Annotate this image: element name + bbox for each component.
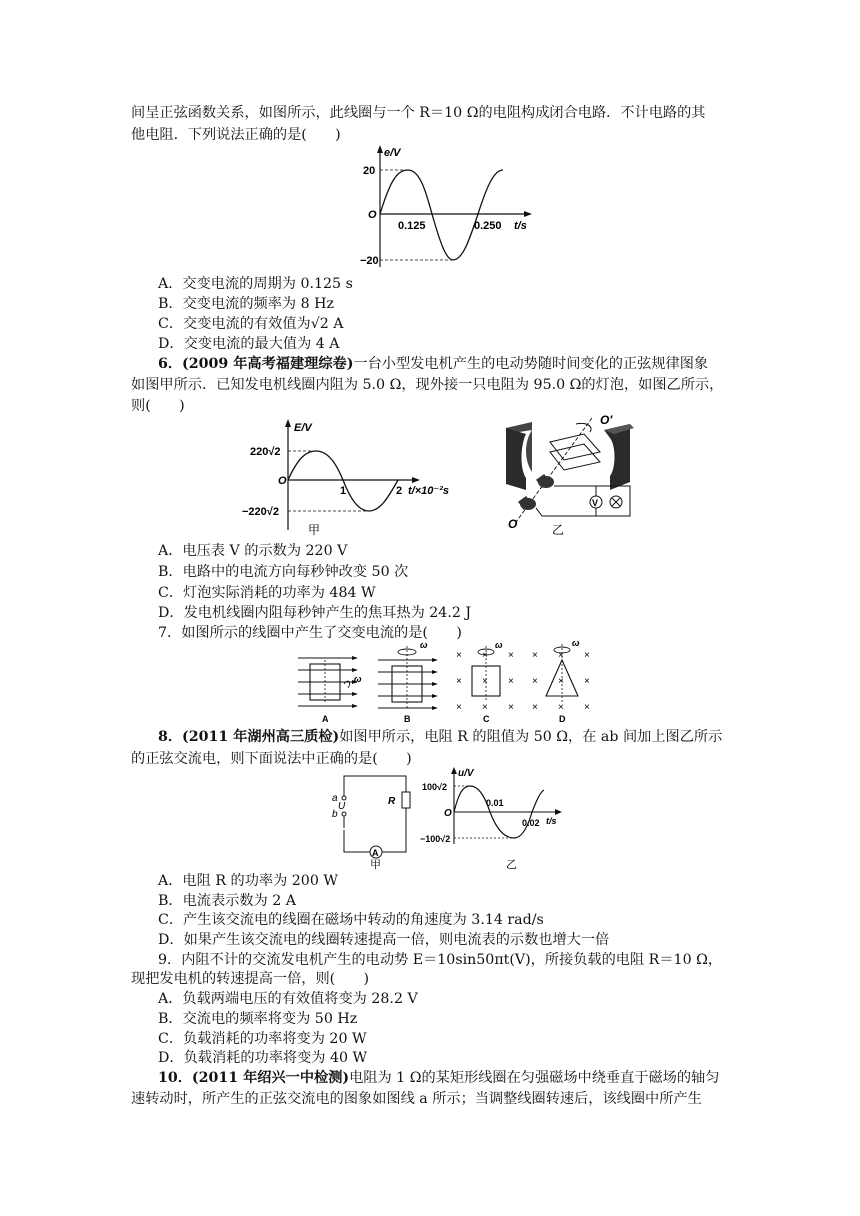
q5-ytick-pos: 20 xyxy=(363,165,376,177)
q8-option-c: C．产生该交流电的线圈在磁场中转动的角速度为 3.14 rad/s xyxy=(158,912,544,928)
q8-caption-jia: 甲 xyxy=(370,859,381,870)
q5-option-c: C．交变电流的有效值为√2 A xyxy=(158,316,344,332)
q6-line3: 则( ) xyxy=(131,398,185,414)
q7-label-d: D xyxy=(559,714,566,724)
q7-fig-c xyxy=(456,640,514,724)
q6-caption-jia: 甲 xyxy=(308,523,321,537)
svg-text:×: × xyxy=(508,650,514,661)
q8-source-u: U xyxy=(338,801,346,812)
svg-text:×: × xyxy=(532,650,538,661)
q5-xlabel: t/s xyxy=(514,220,527,232)
q8-xtick-2: 0.02 xyxy=(522,818,540,828)
q5-xtick-2: 0.250 xyxy=(474,220,502,232)
q6-fig-jia-graph xyxy=(238,418,478,538)
q8-option-d: D．如果产生该交流电的线圈转速提高一倍，则电流表的示数也增大一倍 xyxy=(158,932,610,948)
q5-line1: 间呈正弦函数关系，如图所示，此线圈与一个 R＝10 Ω的电阻构成闭合电路．不计电路的其 xyxy=(131,105,706,121)
q8-origin: O xyxy=(444,808,452,819)
q6-line2: 如图甲所示．已知发电机线圈内阻为 5.0 Ω，现外接一只电阻为 95.0 Ω的灯泡，如图乙所示， xyxy=(131,377,724,393)
svg-text:×: × xyxy=(456,676,462,687)
q6-line1-rest: 一台小型发电机产生的电动势随时间变化的正弦规律图象 xyxy=(353,356,709,372)
q8-terminal-b: b xyxy=(332,809,338,820)
q5-sine-graph xyxy=(360,142,540,272)
svg-text:×: × xyxy=(584,702,590,713)
svg-text:×: × xyxy=(558,702,564,713)
q5-option-d: D．交变电流的最大值为 4 A xyxy=(158,336,340,352)
q8-option-b: B．电流表示数为 2 A xyxy=(158,893,297,909)
q7-fig-a xyxy=(298,656,362,724)
q5-ytick-neg: −20 xyxy=(360,255,379,267)
q6-xtick-2: 2 xyxy=(396,485,403,497)
q5-origin: O xyxy=(368,209,377,221)
q6-xtick-1: 1 xyxy=(340,485,347,497)
q8-resistor-r: R xyxy=(388,796,396,807)
q8-graph-yi xyxy=(420,766,580,872)
svg-text:×: × xyxy=(456,702,462,713)
q5-line2: 他电阻．下列说法正确的是( ) xyxy=(131,127,341,143)
q7-fig-b xyxy=(378,640,438,724)
q9-line1: 9．内阻不计的交流发电机产生的电动势 E＝10sin50πt(V)，所接负载的电阻 R＝10 Ω， xyxy=(158,952,723,968)
q9-option-c: C．负载消耗的功率将变为 20 W xyxy=(158,1031,367,1047)
q6-ytick-pos: 220√2 xyxy=(250,446,281,458)
q7-label-a: A xyxy=(322,714,329,724)
q6-axis-bottom-label: O xyxy=(508,517,518,531)
q7-omega-d: ω xyxy=(572,640,580,648)
q8-ylabel: u/V xyxy=(458,768,474,779)
svg-text:×: × xyxy=(584,676,590,687)
q6-option-a: A．电压表 V 的示数为 220 V xyxy=(158,543,348,559)
q8-circuit-jia xyxy=(326,770,426,870)
q7-label-b: B xyxy=(404,714,411,724)
q5-option-a: A．交变电流的周期为 0.125 s xyxy=(158,276,353,292)
q8-xlabel: t/s xyxy=(546,816,557,826)
q5-xtick-1: 0.125 xyxy=(398,220,426,232)
q8-ammeter-label: A xyxy=(372,848,379,858)
q9-line2: 现把发电机的转速提高一倍，则( ) xyxy=(131,971,370,987)
q6-option-b: B．电路中的电流方向每秒钟改变 50 次 xyxy=(158,564,409,580)
q6-xlabel: t/×10⁻²s xyxy=(408,485,449,497)
q8-caption-yi: 乙 xyxy=(506,859,517,871)
svg-text:×: × xyxy=(508,676,514,687)
q7-fig-d xyxy=(532,640,590,724)
q7-label-c: C xyxy=(483,714,490,724)
q8-xtick-1: 0.01 xyxy=(486,798,504,808)
q6-caption-yi: 乙 xyxy=(552,523,565,537)
q8-ytick-pos: 100√2 xyxy=(422,782,447,792)
q10-line2: 速转动时，所产生的正弦交流电的图象如图线 a 所示；当调整线圈转速后，该线圈中所产生 xyxy=(131,1091,702,1107)
q7-coil-figures xyxy=(292,640,602,724)
q6-option-c: C．灯泡实际消耗的功率为 484 W xyxy=(158,585,376,601)
q9-option-d: D．负载消耗的功率将变为 40 W xyxy=(158,1050,368,1066)
q10-line1-rest: 电阻为 1 Ω的某矩形线圈在匀强磁场中绕垂直于磁场的轴匀 xyxy=(349,1070,720,1086)
q6-ytick-neg: −220√2 xyxy=(242,506,279,518)
q10-line1 xyxy=(158,1069,719,1088)
q8-ytick-neg: −100√2 xyxy=(420,834,451,844)
svg-text:×: × xyxy=(532,676,538,687)
q8-option-a: A．电阻 R 的功率为 200 W xyxy=(158,873,338,889)
q8-source: 8．(2011 年湖州高三质检) xyxy=(158,729,340,745)
q5-ylabel: e/V xyxy=(384,147,401,159)
q7-omega-a: ω xyxy=(354,674,362,684)
q9-option-a: A．负载两端电压的有效值将变为 28.2 V xyxy=(158,991,418,1007)
q5-option-b: B．交变电流的频率为 8 Hz xyxy=(158,296,335,312)
svg-text:×: × xyxy=(558,676,564,687)
q6-origin: O xyxy=(278,475,287,487)
q8-line2: 的正弦交流电，则下面说法中正确的是( ) xyxy=(131,751,412,767)
svg-text:×: × xyxy=(482,676,488,687)
svg-text:×: × xyxy=(482,650,488,661)
q6-source: 6．(2009 年高考福建理综卷) xyxy=(158,356,354,372)
svg-text:×: × xyxy=(584,650,590,661)
q7-stem: 7．如图所示的线圈中产生了交变电流的是( ) xyxy=(158,625,462,641)
q8-line1 xyxy=(158,728,722,747)
q6-option-d: D．发电机线圈内阻每秒钟产生的焦耳热为 24.2 J xyxy=(158,605,472,621)
svg-text:×: × xyxy=(558,650,564,661)
svg-text:×: × xyxy=(532,702,538,713)
q8-terminal-a: a xyxy=(332,793,338,804)
svg-text:×: × xyxy=(482,702,488,713)
q7-omega-b: ω xyxy=(420,640,428,650)
q7-omega-c: ω xyxy=(495,640,503,650)
q9-option-b: B．交流电的频率将变为 50 Hz xyxy=(158,1011,358,1027)
q8-line1-rest: 如图甲所示，电阻 R 的阻值为 50 Ω，在 ab 间加上图乙所示 xyxy=(339,729,723,745)
q6-voltmeter-label: V xyxy=(592,498,599,508)
q6-ylabel: E/V xyxy=(294,422,312,434)
q6-line1 xyxy=(158,355,708,374)
q10-source: 10．(2011 年绍兴一中检测) xyxy=(158,1070,350,1086)
q6-axis-top-label: O′ xyxy=(600,413,613,427)
q6-fig-yi-generator xyxy=(502,412,642,540)
svg-text:×: × xyxy=(508,702,514,713)
svg-text:×: × xyxy=(456,650,462,661)
